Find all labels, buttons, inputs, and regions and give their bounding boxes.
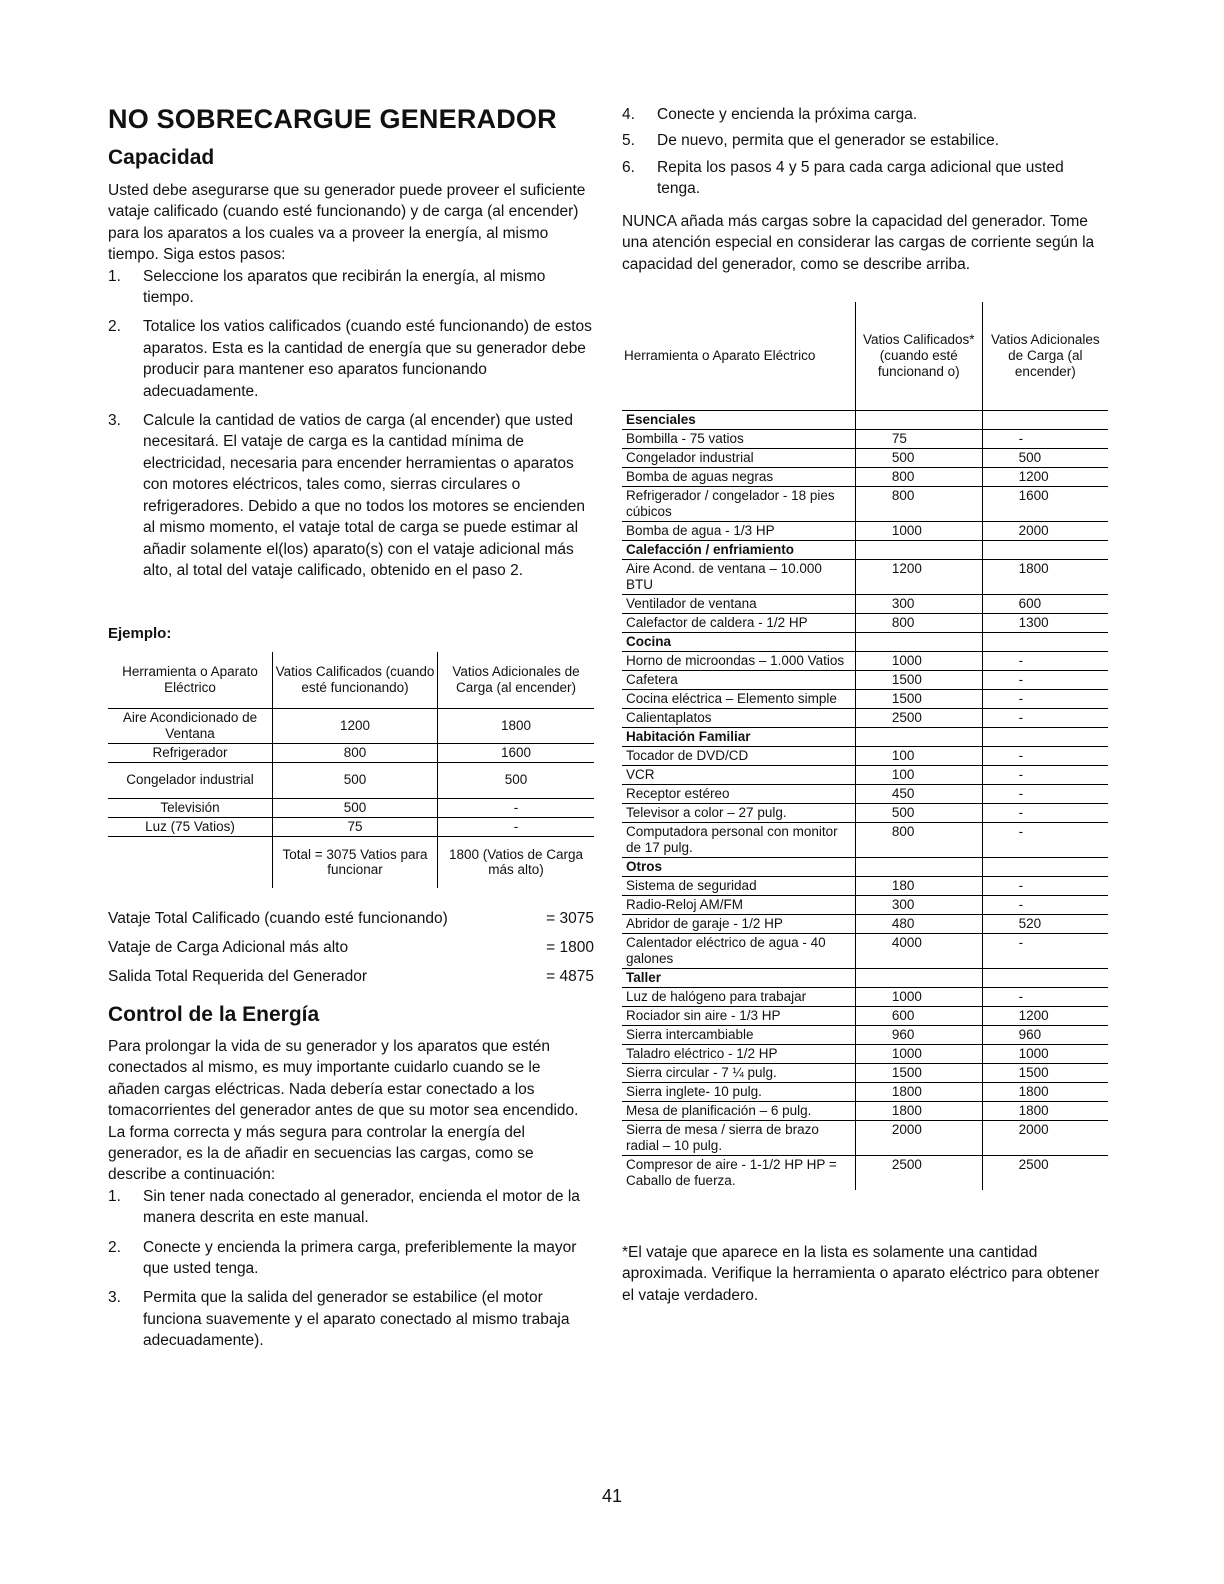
appliance-name: Refrigerador / congelador - 18 pies cúbicos	[622, 486, 855, 521]
table-row	[622, 1101, 1108, 1120]
rated-watts: 1000	[855, 987, 982, 1006]
rated-watts: 1500	[855, 1063, 982, 1082]
starting-watts: -	[982, 746, 1108, 765]
rated-watts: 1800	[855, 1101, 982, 1120]
table-row	[622, 803, 1108, 822]
starting-watts: 1200	[982, 1006, 1108, 1025]
appliance-name: Televisor a color – 27 pulg.	[622, 803, 855, 822]
table-row	[622, 448, 1108, 467]
capacidad-heading: Capacidad	[108, 146, 215, 169]
page-number: 41	[601, 1486, 623, 1506]
starting-watts: -	[982, 689, 1108, 708]
appliance-name: Receptor estéreo	[622, 784, 855, 803]
example-table	[108, 652, 594, 888]
appliance-name: Compresor de aire - 1-1/2 HP HP = Caballo de fuerza.	[622, 1155, 855, 1190]
category-row	[622, 540, 1108, 559]
rated-watts: 450	[855, 784, 982, 803]
list-item: 1. Sin tener nada conectado al generador, encienda el motor de la manera descrita en este manual.	[108, 1187, 580, 1227]
starting-watts: 1300	[982, 613, 1108, 632]
table-row	[622, 1006, 1108, 1025]
starting-watts: -	[982, 895, 1108, 914]
rated-watts: 500	[855, 448, 982, 467]
starting-watts: 1800	[982, 559, 1108, 594]
table-header: Vatios Calificados* (cuando esté funcionand o)	[855, 302, 982, 410]
table-row	[622, 1044, 1108, 1063]
ejemplo-label: Ejemplo:	[108, 625, 172, 642]
table-row: Televisión 500 -	[108, 798, 594, 817]
rated-watts	[855, 727, 982, 746]
control-heading: Control de la Energía	[108, 1003, 320, 1026]
appliance-name: Sierra intercambiable	[622, 1025, 855, 1044]
appliance-name: Computadora personal con monitor de 17 pulg.	[622, 822, 855, 857]
list-item: 3. Permita que la salida del generador se estabilice (el motor funciona suavemente y el aparato conectado al mismo trabaja adecuadamente).	[108, 1289, 570, 1350]
appliance-name: Ventilador de ventana	[622, 594, 855, 613]
starting-watts: -	[982, 429, 1108, 448]
rated-watts: 2500	[855, 1155, 982, 1190]
table-row	[622, 708, 1108, 727]
table-row	[622, 1155, 1108, 1190]
summary-row: Vataje de Carga Adicional más alto = 1800	[108, 939, 594, 956]
summary-row: Vataje Total Calificado (cuando esté funcionando) = 3075	[108, 910, 594, 927]
starting-watts: 2500	[1018, 1156, 1049, 1172]
appliance-name: Sierra inglete- 10 pulg.	[622, 1082, 855, 1101]
category-label: Habitación Familiar	[622, 727, 855, 746]
starting-watts: -	[982, 987, 1108, 1006]
control-steps-continued	[622, 104, 1108, 208]
rated-watts: 1800	[855, 1082, 982, 1101]
table-row	[622, 822, 1108, 857]
starting-watts: -	[982, 765, 1108, 784]
rated-watts: 1000	[855, 1044, 982, 1063]
appliance-name: Bomba de aguas negras	[622, 467, 855, 486]
starting-watts	[982, 727, 1108, 746]
control-steps	[108, 1186, 594, 1352]
footnote: *El vataje que aparece en la lista es solamente una cantidad aproximada. Verifique la herramienta o aparato eléctrico para obtener el vataje verdadero.	[622, 1244, 1100, 1304]
appliance-name: Cafetera	[622, 670, 855, 689]
starting-watts	[982, 540, 1108, 559]
appliance-name: Calefactor de caldera - 1/2 HP	[622, 613, 855, 632]
table-row	[622, 559, 1108, 594]
category-row	[622, 857, 1108, 876]
capacidad-intro: Usted debe asegurarse que su generador puede proveer el suficiente vataje calificado (cuando esté funcionando) y de carga (al encender) para los aparatos a los cuales va a proveer la energía, al mismo tiempo. Siga estos pasos:	[108, 182, 586, 264]
rated-watts: 2500	[855, 708, 982, 727]
appliance-table	[622, 302, 1108, 1190]
category-row	[622, 632, 1108, 651]
table-total-row: Total = 3075 Vatios para funcionar 1800 (Vatios de Carga más alto)	[108, 836, 594, 888]
table-row	[622, 876, 1108, 895]
starting-watts: 1200	[982, 467, 1108, 486]
starting-watts: -	[982, 670, 1108, 689]
table-row: Aire Acondicionado de Ventana 1200 1800	[108, 708, 594, 743]
starting-watts: -	[982, 822, 1108, 857]
rated-watts: 300	[855, 594, 982, 613]
list-item: 6. Repita los pasos 4 y 5 para cada carga adicional que usted tenga.	[622, 158, 1064, 198]
starting-watts: 1500	[982, 1063, 1108, 1082]
starting-watts: 500	[982, 448, 1108, 467]
appliance-name: Radio-Reloj AM/FM	[622, 895, 855, 914]
table-header: Herramienta o Aparato Eléctrico	[622, 302, 855, 410]
starting-watts: -	[982, 651, 1108, 670]
category-label: Taller	[622, 968, 855, 987]
table-row	[622, 895, 1108, 914]
appliance-name: Cocina eléctrica – Elemento simple	[622, 689, 855, 708]
list-item: 2. Totalice los vatios calificados (cuando esté funcionando) de estos aparatos. Esta es la cantidad de energía que su generador debe producir para mantener eso aparatos funcionando adecuadamente.	[108, 318, 592, 400]
appliance-name: Congelador industrial	[622, 448, 855, 467]
table-row	[622, 613, 1108, 632]
starting-watts	[982, 857, 1108, 876]
appliance-name: Calientaplatos	[622, 708, 855, 727]
category-row	[622, 968, 1108, 987]
starting-watts: 1600	[982, 486, 1108, 521]
table-row	[622, 914, 1108, 933]
table-row	[622, 429, 1108, 448]
appliance-name: Bombilla - 75 vatios	[622, 429, 855, 448]
category-label: Calefacción / enfriamiento	[622, 540, 855, 559]
rated-watts: 600	[855, 1006, 982, 1025]
table-header: Vatios Adicionales de Carga (al encender)	[982, 302, 1108, 410]
starting-watts: -	[982, 803, 1108, 822]
starting-watts: -	[982, 708, 1108, 727]
rated-watts: 960	[855, 1025, 982, 1044]
rated-watts: 180	[855, 876, 982, 895]
rated-watts: 4000	[855, 933, 982, 968]
category-label: Cocina	[622, 632, 855, 651]
rated-watts: 2000	[855, 1120, 982, 1155]
table-row: Refrigerador 800 1600	[108, 743, 594, 762]
table-header: Vatios Adicionales de Carga (al encender)	[452, 664, 580, 695]
appliance-name: Aire Acond. de ventana – 10.000 BTU	[622, 559, 855, 594]
table-row	[622, 651, 1108, 670]
rated-watts: 75	[855, 429, 982, 448]
list-item: 5. De nuevo, permita que el generador se estabilice.	[622, 132, 1000, 150]
summary	[108, 904, 594, 991]
category-label: Otros	[622, 857, 855, 876]
table-header: Herramienta o Aparato Eléctrico	[108, 652, 273, 708]
table-row: Congelador industrial 500 500	[108, 762, 594, 798]
appliance-name: Calentador eléctrico de agua - 40 galones	[622, 933, 855, 968]
table-row	[622, 784, 1108, 803]
appliance-name: Bomba de agua - 1/3 HP	[622, 521, 855, 540]
starting-watts	[982, 968, 1108, 987]
rated-watts: 1000	[855, 651, 982, 670]
table-row	[622, 521, 1108, 540]
category-row	[622, 727, 1108, 746]
table-row	[622, 1082, 1108, 1101]
starting-watts: 1800	[982, 1101, 1108, 1120]
table-row	[622, 1120, 1108, 1155]
table-row	[622, 594, 1108, 613]
category-label: Esenciales	[622, 410, 855, 429]
starting-watts: 960	[982, 1025, 1108, 1044]
starting-watts: 2000	[982, 1120, 1108, 1155]
starting-watts: -	[982, 784, 1108, 803]
rated-watts: 800	[855, 467, 982, 486]
starting-watts: 1000	[982, 1044, 1108, 1063]
starting-watts: 600	[982, 594, 1108, 613]
appliance-name: Horno de microondas – 1.000 Vatios	[622, 651, 855, 670]
starting-watts: -	[982, 876, 1108, 895]
list-item: 4. Conecte y encienda la próxima carga.	[622, 106, 918, 123]
rated-watts	[855, 857, 982, 876]
table-row	[622, 689, 1108, 708]
appliance-name: Sierra circular - 7 ¼ pulg.	[622, 1063, 855, 1082]
rated-watts: 100	[855, 765, 982, 784]
table-row	[622, 765, 1108, 784]
rated-watts: 800	[855, 613, 982, 632]
starting-watts: 1800	[982, 1082, 1108, 1101]
rated-watts: 800	[855, 486, 982, 521]
appliance-name: Rociador sin aire - 1/3 HP	[622, 1006, 855, 1025]
page-title: NO SOBRECARGUE GENERADOR	[108, 104, 557, 134]
appliance-name: VCR	[622, 765, 855, 784]
appliance-name: Sierra de mesa / sierra de brazo radial – 10 pulg.	[622, 1120, 855, 1155]
table-row: Luz (75 Vatios) 75 -	[108, 817, 594, 836]
capacidad-steps	[108, 266, 594, 582]
starting-watts: -	[982, 933, 1108, 968]
rated-watts: 300	[855, 895, 982, 914]
rated-watts: 500	[855, 803, 982, 822]
starting-watts: 520	[982, 914, 1108, 933]
table-row	[622, 987, 1108, 1006]
appliance-name: Luz de halógeno para trabajar	[622, 987, 855, 1006]
summary-row: Salida Total Requerida del Generador = 4875	[108, 968, 594, 985]
rated-watts: 1000	[855, 521, 982, 540]
appliance-name: Taladro eléctrico - 1/2 HP	[622, 1044, 855, 1063]
table-row	[622, 467, 1108, 486]
category-row	[622, 410, 1108, 429]
table-row	[622, 670, 1108, 689]
table-row	[622, 933, 1108, 968]
rated-watts	[855, 968, 982, 987]
rated-watts	[855, 410, 982, 429]
warning-text: NUNCA añada más cargas sobre la capacidad del generador. Tome una atención especial en considerar las cargas de corriente según la capacidad del generador, como se describe arriba.	[622, 213, 1095, 273]
starting-watts	[982, 632, 1108, 651]
list-item: 2. Conecte y encienda la primera carga, preferiblemente la mayor que usted tenga.	[108, 1238, 577, 1278]
rated-watts	[855, 632, 982, 651]
table-row	[622, 1063, 1108, 1082]
rated-watts: 1500	[855, 689, 982, 708]
appliance-name: Abridor de garaje - 1/2 HP	[622, 914, 855, 933]
appliance-name: Mesa de planificación – 6 pulg.	[622, 1101, 855, 1120]
rated-watts: 800	[855, 822, 982, 857]
starting-watts: 2000	[982, 521, 1108, 540]
rated-watts	[855, 540, 982, 559]
table-row	[622, 746, 1108, 765]
list-item: 1. Seleccione los aparatos que recibirán la energía, al mismo tiempo.	[108, 267, 546, 307]
control-intro: Para prolongar la vida de su generador y los aparatos que estén conectados al mismo, es muy importante cuidarlo cuando se le añaden cargas eléctricas. Nada debería estar conectado a los tomacorrientes del generador antes de que su motor sea encendido. La forma correcta y más segura para controlar la energía del generador, es la de añadir en secuencias las cargas, como se describe a continuación:	[108, 1038, 579, 1184]
list-item: 3. Calcule la cantidad de vatios de carga (al encender) que usted necesitará. El vataje de carga es la cantidad mínima de electricidad, necesaria para encender herramientas o aparatos con motores eléctricos, tales como, sierras circulares o refrigeradores. Debido a que no todos los motores se encienden al mismo momento, el vataje total de carga se puede estimar al añadir solamente el(los) aparato(s) con el vataje adicional más alto, al total del vataje calificado, obtenido en el paso 2.	[108, 412, 586, 579]
table-row	[622, 486, 1108, 521]
appliance-name: Tocador de DVD/CD	[622, 746, 855, 765]
rated-watts: 1200	[855, 559, 982, 594]
rated-watts: 480	[855, 914, 982, 933]
rated-watts: 100	[855, 746, 982, 765]
starting-watts	[982, 410, 1108, 429]
table-row	[622, 1025, 1108, 1044]
table-header: Vatios Calificados (cuando esté funcionando)	[273, 652, 438, 708]
rated-watts: 1500	[855, 670, 982, 689]
appliance-name: Sistema de seguridad	[622, 876, 855, 895]
